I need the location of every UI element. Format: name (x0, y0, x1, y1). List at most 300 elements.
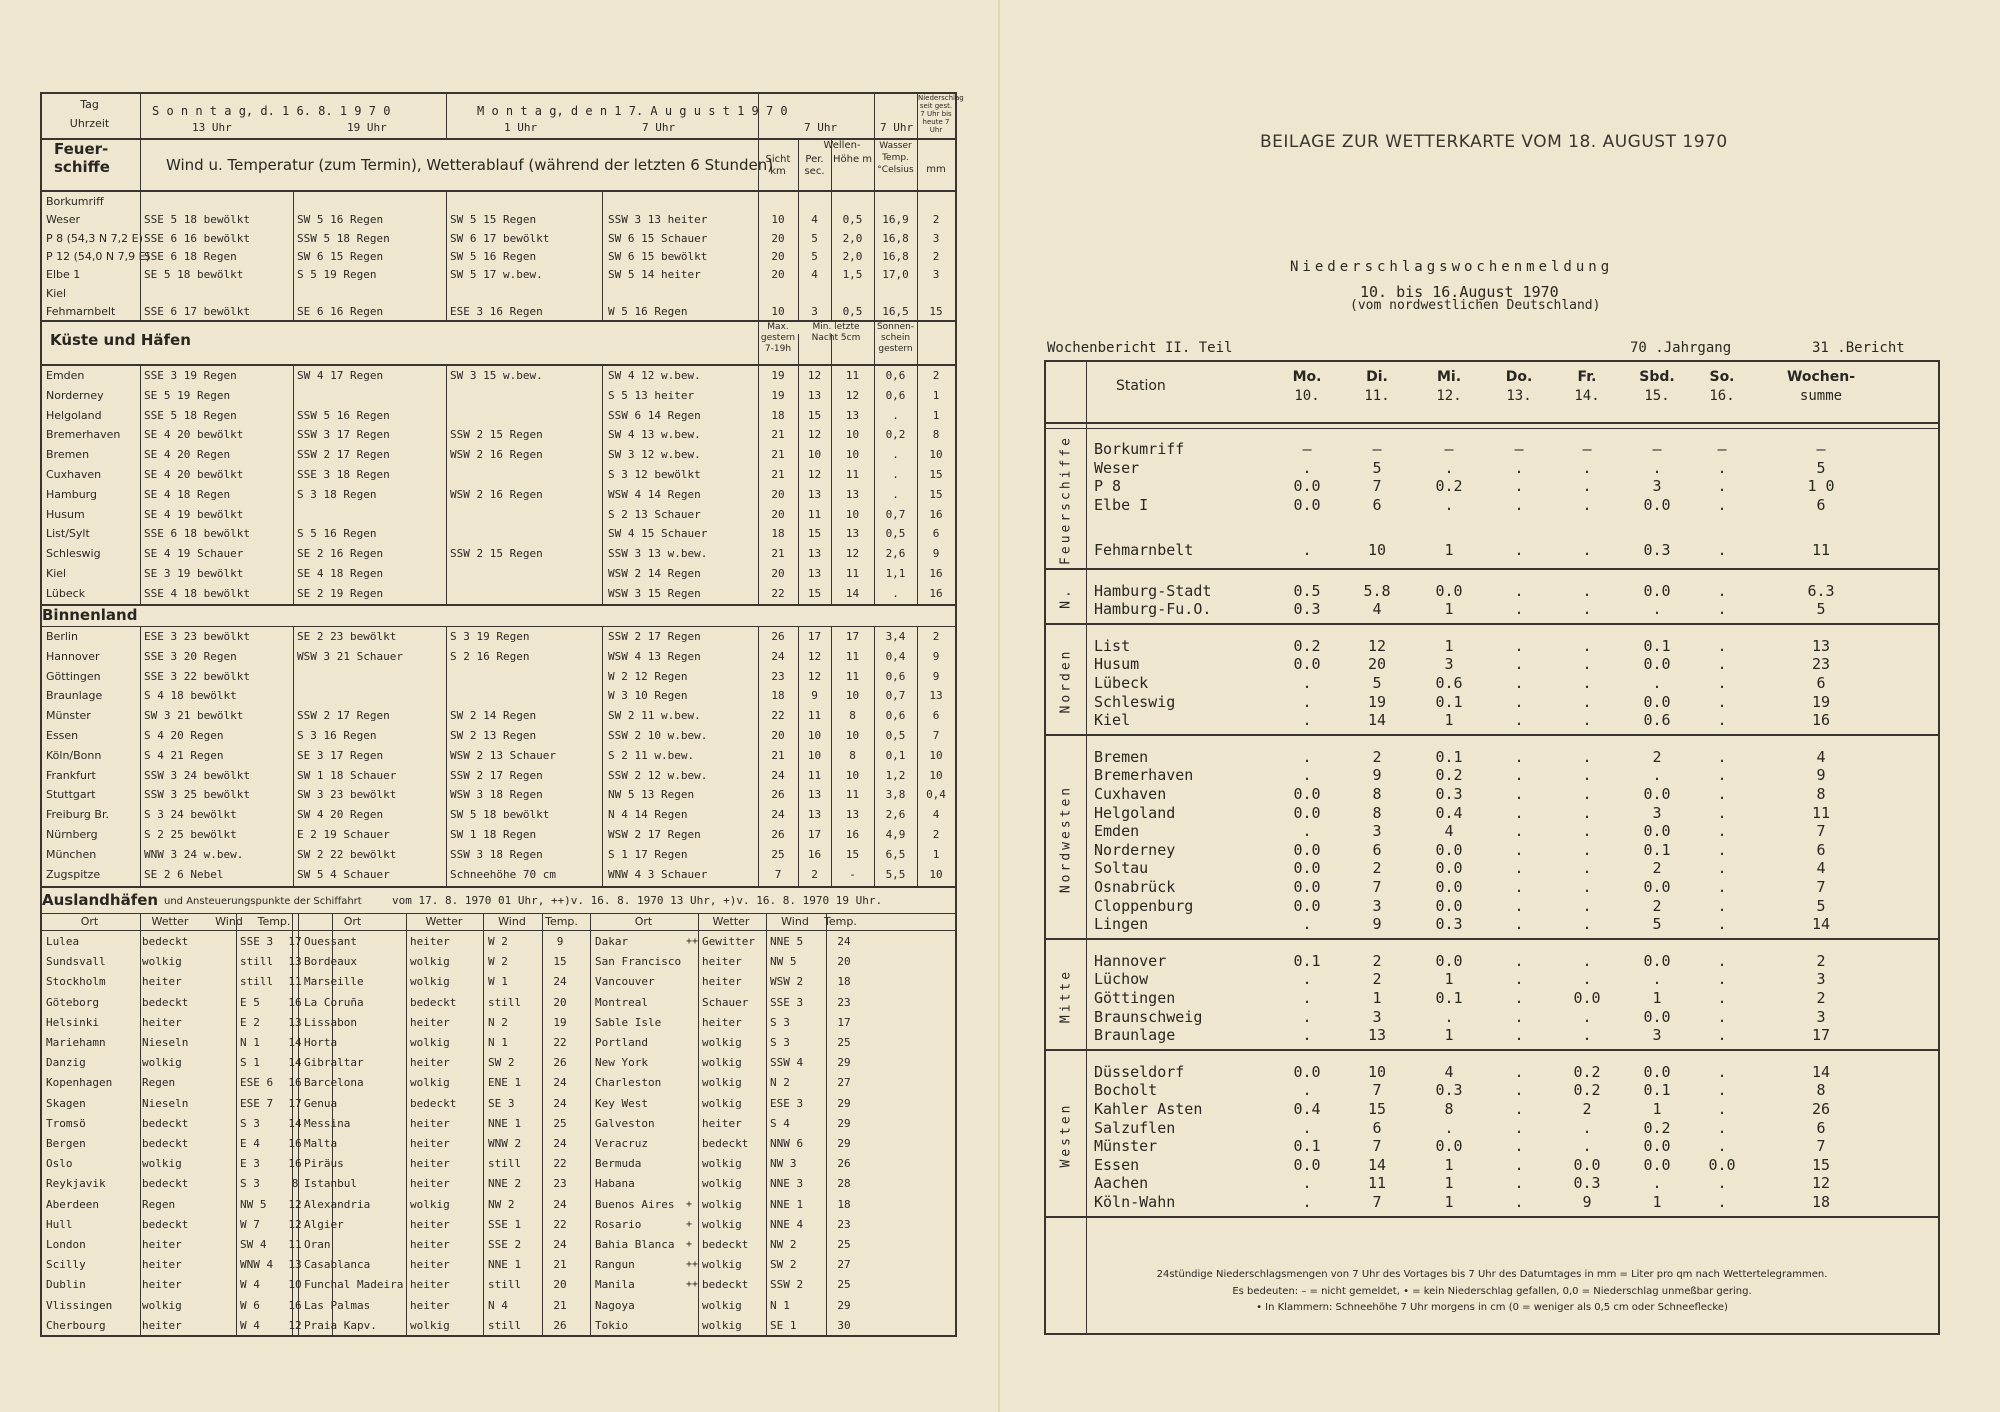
precip-value: 0.6 (1435, 674, 1463, 692)
port-name: Sundsvall (46, 955, 106, 969)
binnen-title: Binnenland (42, 606, 138, 624)
port-temp: 22 (553, 1036, 567, 1049)
port-name: Veracruz (595, 1137, 648, 1150)
min-5cm-value: 12 (845, 547, 860, 561)
group-label (1046, 631, 1086, 732)
precip-value: 2 (1372, 747, 1382, 766)
precip-value: 11 (1811, 803, 1831, 822)
weather-obs: SSW 3 24 bewölkt (144, 768, 250, 782)
column-rule (758, 94, 759, 190)
min-2m-value: 11 (807, 709, 822, 723)
precip-value: . (1444, 458, 1454, 477)
port-weather: wolkig (410, 955, 450, 969)
group-rule (1086, 362, 1087, 1333)
min-5cm-value: 11 (845, 468, 860, 481)
precip-value: 2 (1372, 970, 1382, 989)
group-label-text: Westen (1058, 1102, 1074, 1168)
weather-obs: SW 4 17 Regen (297, 369, 384, 382)
port-weather: wolkig (410, 1197, 450, 1211)
precip-value: 1 (1444, 970, 1454, 989)
weather-obs (297, 193, 447, 211)
port-name: Portland (595, 1036, 648, 1049)
weather-obs: SSW 5 18 Regen (297, 231, 390, 245)
min-5cm-value: 12 (845, 388, 860, 402)
precip-value: 0.0 (1293, 785, 1321, 803)
precip-value: . (1652, 1174, 1662, 1193)
day-header: Mi. (1436, 369, 1462, 385)
precip-value: . (1717, 581, 1727, 600)
column-rule (602, 190, 603, 320)
ausland-col-header: Wind (215, 915, 243, 928)
precip-value: 2 (932, 828, 940, 841)
port-wind: N 2 (770, 1076, 790, 1090)
station-name: Kiel (46, 567, 67, 580)
precip-value: 3 (1372, 896, 1382, 915)
uhrzeit-label: Uhrzeit (69, 117, 110, 130)
weather-obs: S 3 19 Regen (450, 630, 530, 643)
station-name: P 8 (54,3 N 7,2 E) (46, 231, 143, 245)
column-rule (831, 364, 832, 604)
station-name: Düsseldorf (1094, 1062, 1185, 1081)
port-weather: Nieseln (142, 1036, 189, 1049)
precip-value: 8 (1816, 1081, 1826, 1100)
port-name: Ouessant (304, 935, 357, 948)
group-label-text: Feuerschiffe (1058, 434, 1074, 565)
station-name: Kiel (46, 286, 67, 300)
precip-value: – (1444, 440, 1454, 458)
precip-value: 0.3 (1435, 785, 1463, 803)
precip-value: 2 (1816, 989, 1826, 1007)
date-header: 10. (1294, 388, 1320, 404)
port-temp: 23 (837, 995, 851, 1009)
day-header: Mo. (1292, 369, 1322, 385)
port-weather: wolkig (410, 1076, 450, 1090)
precip-value: 2 (932, 630, 940, 643)
wasser-header: Wasser Temp. °Celsius (877, 141, 914, 175)
weather-obs (450, 465, 600, 485)
precip-value: . (1717, 785, 1727, 803)
port-name: Scilly (46, 1258, 86, 1272)
precip-value: . (1652, 970, 1662, 989)
weather-obs: NW 5 13 Regen (608, 788, 695, 802)
visibility-value: 20 (771, 268, 785, 282)
station-header: Station (1116, 378, 1166, 394)
precip-value: . (1582, 785, 1592, 803)
port-wind: NW 3 (770, 1157, 797, 1171)
precip-value (1691, 514, 1753, 533)
station-name: Köln/Bonn (46, 748, 102, 762)
port-name: Praia Kapv. (304, 1318, 377, 1332)
precip-value: 2 (1652, 859, 1662, 878)
column-rule (917, 626, 918, 886)
port-marker: + (686, 1198, 693, 1210)
port-wind: W 1 (488, 975, 508, 989)
precip-value: 2 (1652, 747, 1662, 766)
station-name: Cloppenburg (1094, 896, 1194, 915)
port-temp: 22 (553, 1157, 567, 1171)
port-temp: 14 (288, 1116, 302, 1130)
port-name: Messina (304, 1116, 351, 1130)
precip-value: 1 (932, 388, 940, 402)
port-name: Tokio (595, 1318, 629, 1332)
weather-obs: SW 5 17 w.bew. (450, 268, 543, 282)
station-name: Braunlage (46, 689, 103, 703)
precip-value: 23 (1811, 655, 1831, 674)
precip-value: . (1302, 747, 1312, 766)
station-name: Helgoland (46, 408, 102, 422)
port-marker (126, 1094, 140, 1114)
weather-obs: SSE 4 18 bewölkt (144, 586, 250, 600)
port-temp: 26 (553, 1056, 567, 1070)
precip-value: . (1717, 1100, 1727, 1118)
port-temp: 21 (553, 1258, 567, 1272)
port-marker (394, 1073, 408, 1093)
port-wind: E 3 (240, 1157, 260, 1171)
group-label (1046, 576, 1086, 621)
min-2m-value: 13 (807, 788, 822, 802)
precip-value: . (1582, 1007, 1592, 1026)
precip-value: . (1717, 1081, 1727, 1100)
port-wind: W 2 (488, 955, 508, 969)
precip-value: 7 (932, 729, 940, 742)
precip-value: 2 (1372, 951, 1382, 970)
date-header: 13. (1506, 388, 1532, 404)
port-temp: 13 (288, 1258, 302, 1272)
report-subtitle: Niederschlagswochenmeldung (1290, 259, 1614, 275)
precip-value: 2 (932, 213, 940, 227)
min-2m-value: 15 (807, 527, 822, 541)
column-rule (831, 190, 832, 320)
port-name: London (46, 1238, 86, 1251)
weather-obs: SE 3 17 Regen (297, 748, 384, 762)
port-weather: heiter (410, 1298, 450, 1312)
ausland-col-header: Wind (781, 915, 809, 928)
port-temp: 24 (553, 1096, 567, 1110)
min-2m-value: 13 (807, 567, 822, 580)
precip-value: 15 (1367, 1100, 1387, 1118)
precip-value: . (1302, 692, 1312, 711)
port-marker (126, 1154, 140, 1174)
precip-value: 0.0 (1293, 477, 1321, 496)
sunshine-value: 0,6 (885, 388, 906, 402)
visibility-value: 10 (771, 213, 785, 227)
water-temp-value (874, 193, 917, 211)
precip-value: . (1514, 1155, 1524, 1174)
port-weather: heiter (702, 1015, 742, 1029)
port-name: Marseille (304, 975, 364, 989)
weather-obs: SSE 6 17 bewölkt (144, 304, 250, 318)
feuerschiffe-label: Feuer-schiffe (54, 140, 110, 176)
precip-value: . (1717, 951, 1727, 970)
precip-value: 3 (1652, 477, 1662, 496)
precip-value: 9 (932, 547, 940, 561)
weather-obs: SSW 3 25 bewölkt (144, 788, 250, 802)
weather-obs: SSW 3 17 Regen (297, 428, 390, 442)
port-wind: still (240, 955, 274, 969)
port-temp: 12 (288, 1197, 302, 1211)
port-wind: ESE 3 (770, 1096, 804, 1110)
precip-value: 1 (932, 408, 940, 422)
port-temp: 17 (288, 935, 302, 948)
weather-obs: SE 2 19 Regen (297, 586, 384, 600)
footnote-3: • In Klammern: Schneehöhe 7 Uhr morgens in cm (0 = weniger als 0,5 cm oder Schneeflecke) (1256, 1302, 1728, 1313)
wave-height-value: 2,0 (842, 249, 863, 263)
weather-obs: WSW 3 18 Regen (450, 788, 543, 802)
group-label (1046, 1057, 1086, 1214)
precip-value: . (1514, 840, 1524, 859)
weather-obs: SSW 6 14 Regen (608, 408, 701, 422)
weather-obs: SSE 3 22 bewölkt (144, 669, 250, 683)
port-weather: heiter (142, 1318, 182, 1332)
station-name: Husum (1094, 655, 1140, 674)
group-label-text: Norden (1058, 648, 1074, 714)
port-temp: 16 (288, 1137, 302, 1150)
group-label (1046, 946, 1086, 1047)
port-name: Sable Isle (595, 1015, 662, 1029)
weather-obs: SE 4 18 Regen (144, 487, 231, 501)
date-header: 15. (1644, 388, 1670, 404)
precip-value: 0.0 (1293, 655, 1321, 674)
date-header: 12. (1436, 388, 1462, 404)
precip-value: 2 (1652, 896, 1662, 915)
precip-value: 5 (1816, 896, 1826, 915)
precip-value: 0.1 (1435, 692, 1463, 711)
day-header: Wochen- (1786, 369, 1856, 385)
weather-obs: N 4 14 Regen (608, 808, 688, 822)
port-wind: NNE 4 (770, 1217, 804, 1231)
max-temp-value: 21 (771, 428, 785, 442)
sunshine-value: 0,6 (885, 709, 906, 723)
precip-value: 5 (1652, 915, 1662, 934)
header-rule (42, 190, 955, 192)
station-name: Bremen (1094, 747, 1149, 766)
port-name: Charleston (595, 1076, 662, 1090)
port-name: Skagen (46, 1096, 86, 1110)
sunshine-value: 1,2 (885, 768, 906, 782)
station-name: Göttingen (46, 669, 101, 683)
precip-value: 1 (1444, 1193, 1454, 1211)
port-name: Istanbul (304, 1177, 357, 1191)
weather-obs: SW 6 15 Schauer (608, 231, 708, 245)
precip-value: . (1717, 600, 1727, 619)
port-temp: 25 (553, 1116, 567, 1130)
precip-value: 16 (1811, 711, 1831, 730)
weather-obs: SSE 3 19 Regen (144, 369, 237, 382)
precip-value: 6 (1816, 674, 1826, 692)
min-2m-value: 12 (807, 669, 822, 683)
precip-value: . (1652, 600, 1662, 619)
port-marker: + (686, 1218, 693, 1230)
precip-value: 3 (1372, 1007, 1382, 1026)
station-name: Münster (1094, 1137, 1158, 1156)
precip-value: . (1717, 859, 1727, 878)
port-marker (686, 972, 700, 992)
port-temp: 20 (837, 955, 851, 969)
port-name: Vlissingen (46, 1298, 113, 1312)
precip-value: . (1582, 541, 1592, 559)
min-2m-value: 16 (807, 847, 822, 861)
column-rule (140, 364, 141, 604)
precip-value: . (1514, 785, 1524, 803)
port-weather: heiter (702, 1116, 742, 1130)
precip-value: 0.0 (1708, 1155, 1736, 1174)
port-wind: SSE 3 (240, 935, 274, 948)
port-marker (126, 1255, 140, 1275)
port-name: Dakar (595, 935, 629, 948)
station-name: Aachen (1094, 1174, 1149, 1193)
column-rule (293, 626, 294, 886)
port-weather: wolkig (702, 1036, 742, 1049)
max-temp-value: 21 (771, 448, 785, 462)
precip-value: . (1514, 822, 1524, 841)
port-wind: E 5 (240, 995, 260, 1009)
precip-value: 0.1 (1435, 747, 1463, 766)
wave-height-value: 2,0 (842, 231, 863, 245)
station-name: Emden (1094, 822, 1140, 841)
precip-value: . (1717, 711, 1727, 730)
precip-value: 0.4 (1435, 803, 1463, 822)
port-temp: 18 (837, 975, 851, 989)
wave-period-value: 5 (811, 231, 818, 245)
column-rule (140, 626, 141, 886)
port-wind: W 2 (488, 935, 508, 948)
precip-value: 0.3 (1435, 915, 1463, 934)
precip-value: 9 (1372, 915, 1382, 934)
weather-obs: SSE 3 18 Regen (297, 468, 390, 481)
port-weather: heiter (142, 1258, 182, 1272)
weather-obs: WSW 4 13 Regen (608, 649, 701, 663)
port-weather: heiter (142, 1278, 182, 1292)
port-weather: bedeckt (702, 1238, 749, 1251)
min-5cm-value: 11 (845, 788, 860, 802)
sunshine-value: 2,6 (885, 808, 906, 822)
column-rule (602, 626, 603, 886)
port-marker (126, 1215, 140, 1235)
precip-value: 6 (1816, 495, 1826, 514)
precip-value: 11 (1367, 1174, 1387, 1193)
port-name: Aberdeen (46, 1197, 99, 1211)
weather-obs: W 5 16 Regen (608, 304, 688, 318)
weather-obs: SSE 6 18 Regen (144, 249, 237, 263)
min-5cm-value: - (849, 867, 856, 881)
weather-obs: SW 4 20 Regen (297, 808, 384, 822)
station-name: Cuxhaven (1094, 785, 1167, 803)
precip-value: . (1514, 458, 1524, 477)
precip-value: 0.0 (1435, 878, 1463, 896)
port-temp: 16 (288, 1076, 302, 1090)
port-marker (394, 972, 408, 992)
station-name: Münster (46, 709, 91, 723)
station-name: Hannover (1094, 951, 1167, 970)
column-rule (798, 138, 799, 190)
port-temp: 16 (288, 1298, 302, 1312)
precip-value: . (1652, 766, 1662, 785)
sunshine-value: 0,5 (885, 729, 906, 742)
column-rule (446, 626, 447, 886)
precip-value: . (1582, 766, 1592, 785)
precip-value: . (1514, 878, 1524, 896)
ausland-col-header: Wetter (712, 915, 750, 928)
port-marker (686, 1154, 700, 1174)
station-name: Schleswig (46, 547, 101, 561)
precip-value: – (1302, 440, 1312, 458)
weather-obs (450, 524, 600, 544)
port-temp: 20 (553, 995, 567, 1009)
port-name: Genua (304, 1096, 338, 1110)
port-weather: Regen (142, 1197, 176, 1211)
port-name: Danzig (46, 1056, 86, 1070)
min-5cm-value: 11 (845, 649, 860, 663)
column-rule (874, 364, 875, 604)
port-weather: wolkig (142, 1157, 182, 1171)
port-name: Gibraltar (304, 1056, 364, 1070)
weather-obs: SW 2 14 Regen (450, 709, 537, 723)
weather-obs: W 3 10 Regen (608, 689, 688, 703)
port-marker: ++ (686, 1279, 699, 1291)
sunshine-value: . (892, 586, 899, 600)
station-name: Osnabrück (1094, 878, 1176, 896)
port-name: Rangun (595, 1258, 635, 1272)
precip-value: . (1582, 878, 1592, 896)
port-name: Manila (595, 1278, 635, 1292)
port-weather: wolkig (410, 975, 450, 989)
port-weather: wolkig (702, 1197, 742, 1211)
port-name: Stockholm (46, 975, 106, 989)
port-name: Mariehamn (46, 1036, 106, 1049)
port-weather: heiter (702, 975, 742, 989)
port-temp: 25 (837, 1238, 851, 1251)
report-period: 10. bis 16.August 1970 (1360, 283, 1559, 301)
group-rule (1046, 734, 1938, 736)
ausland-col-header: Ort (343, 915, 362, 928)
port-weather: wolkig (702, 1318, 742, 1332)
precipitation-table (1044, 360, 1940, 1335)
weather-obs: S 5 13 heiter (608, 388, 695, 402)
port-marker (126, 1235, 140, 1255)
weather-obs: SSE 5 18 Regen (144, 408, 237, 422)
port-temp: 11 (288, 1238, 302, 1251)
sunshine-value: 0,7 (885, 689, 906, 703)
weather-obs (450, 505, 600, 525)
precip-value: 8 (1372, 785, 1382, 803)
precip-value: . (1652, 458, 1662, 477)
precip-value: . (1582, 822, 1592, 841)
port-marker (394, 1316, 408, 1336)
wave-height-value: 1,5 (842, 268, 863, 282)
port-temp: 26 (837, 1157, 851, 1171)
sunshine-value: 6,5 (885, 847, 906, 861)
precip-value: . (1717, 477, 1727, 496)
station-name: Hamburg (46, 487, 97, 501)
precip-value: 7 (1372, 1137, 1382, 1156)
precip-value: 0.0 (1643, 951, 1671, 970)
precip-value: . (1582, 655, 1592, 674)
precip-value: . (1514, 581, 1524, 600)
min-2m-value: 11 (807, 507, 822, 521)
weather-obs: SW 6 17 bewölkt (450, 231, 550, 245)
ausland-col-header: Wetter (151, 915, 189, 928)
precip-value: 8 (1444, 1100, 1454, 1118)
station-name: Helgoland (1094, 803, 1176, 822)
precip-value: . (1514, 1193, 1524, 1211)
precip-value: 0.0 (1643, 1062, 1671, 1081)
station-name: Weser (46, 213, 81, 227)
precip-value: 6 (1816, 1118, 1826, 1137)
precip-value: 4 (932, 808, 940, 822)
column-rule (831, 138, 832, 190)
precip-value: . (1717, 655, 1727, 674)
weather-obs: WSW 2 13 Schauer (450, 748, 556, 762)
